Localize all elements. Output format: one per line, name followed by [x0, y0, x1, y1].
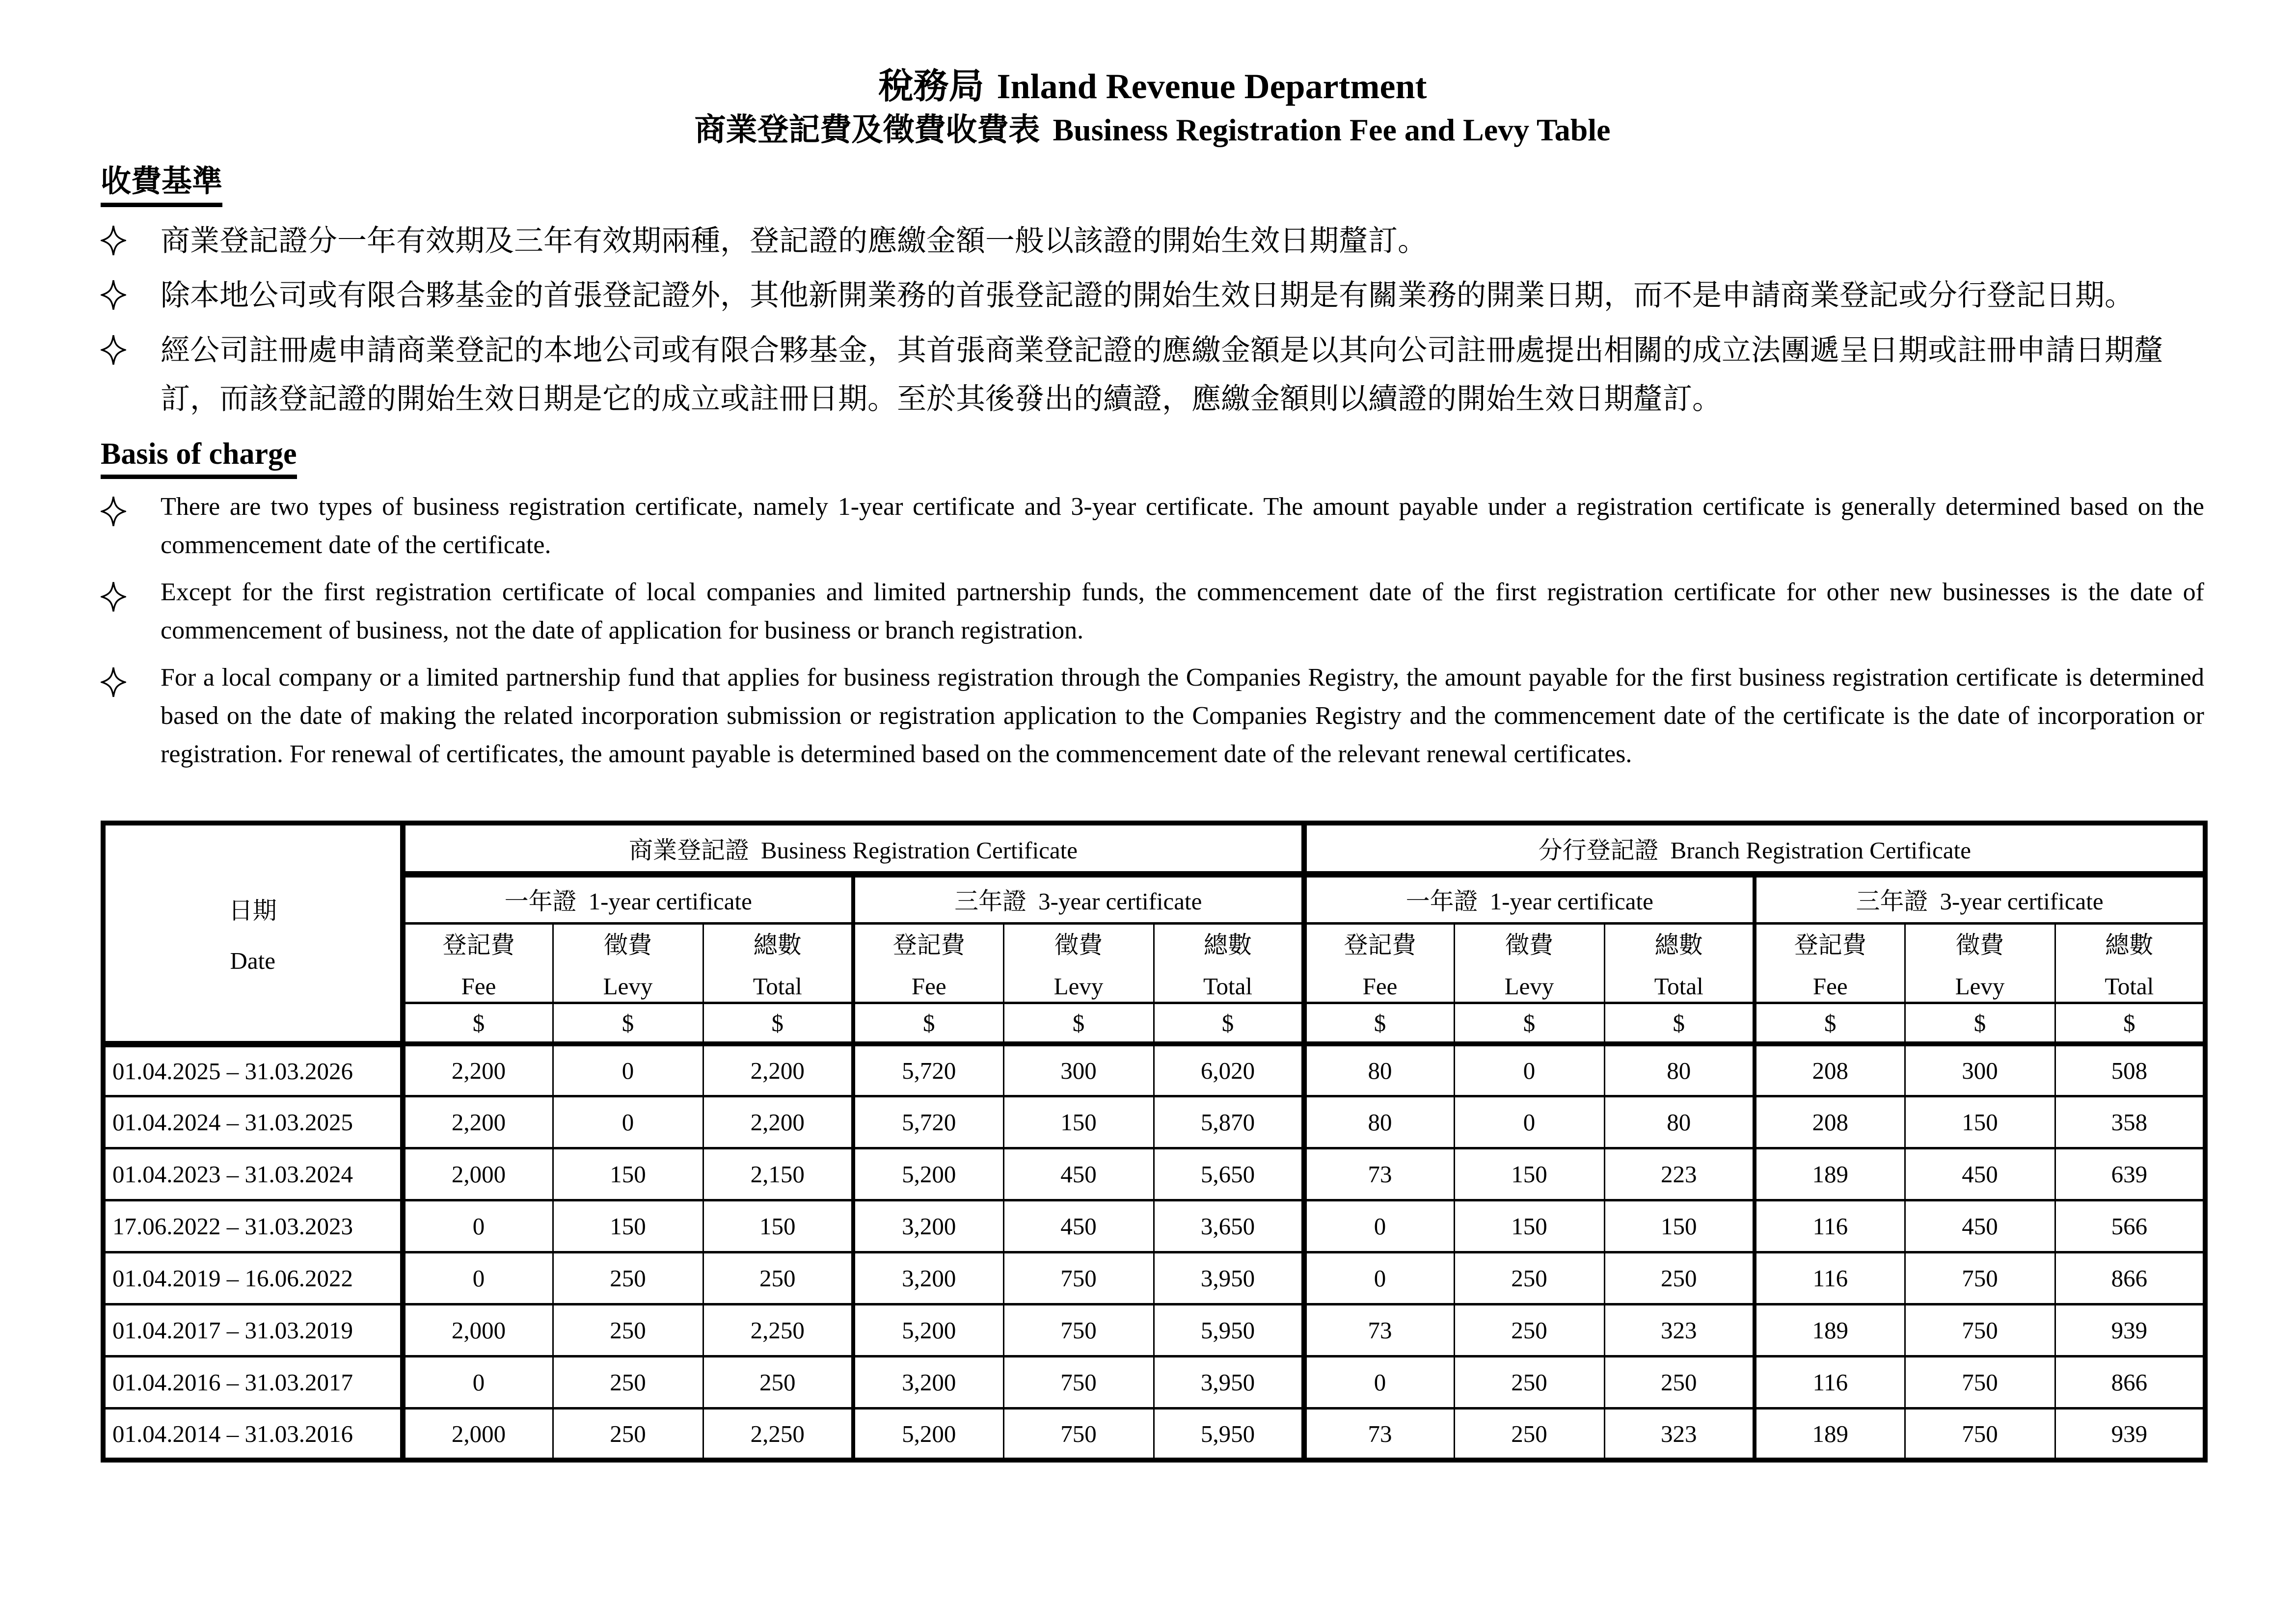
total-value-cell: 3,650 [1154, 1200, 1304, 1252]
date-cell: 01.04.2024 – 31.03.2025 [103, 1096, 403, 1148]
column-header-levy [1003, 923, 1154, 1003]
fee-value-cell: 73 [1304, 1304, 1454, 1356]
levy-value-cell: 750 [1905, 1356, 2055, 1408]
currency-symbol: $ [2055, 1003, 2205, 1044]
fee-value-cell: 2,000 [403, 1408, 553, 1460]
fee-value-cell: 116 [1755, 1356, 1905, 1408]
fee-table-row [103, 1252, 2205, 1304]
colhead-zh: 登記費 [1344, 931, 1416, 958]
date-cell: 01.04.2025 – 31.03.2026 [103, 1044, 403, 1096]
bullet-text: 除本地公司或有限合夥基金的首張登記證外，其他新開業務的首張登記證的開始生效日期是有關業務的開業日期，而不是申請商業登記或分行登記日期。 [161, 279, 2134, 312]
subgroup-header-row [103, 874, 2205, 923]
currency-symbol: $ [703, 1003, 853, 1044]
list-item [101, 659, 2204, 773]
fee-table-row [103, 1148, 2205, 1200]
levy-value-cell: 250 [553, 1356, 703, 1408]
levy-value-cell: 750 [1003, 1356, 1154, 1408]
four-pointed-star-bullet-icon [101, 659, 161, 698]
page-title [101, 66, 2204, 107]
column-header-levy [1905, 923, 2055, 1003]
colhead-en: Total [2105, 972, 2154, 1000]
date-header-zh: 日期 [228, 897, 277, 925]
fee-value-cell: 2,000 [403, 1304, 553, 1356]
four-pointed-star-bullet-icon [101, 271, 161, 311]
levy-value-cell: 250 [1454, 1408, 1604, 1460]
levy-value-cell: 750 [1905, 1408, 2055, 1460]
levy-value-cell: 250 [1454, 1252, 1604, 1304]
fee-value-cell: 0 [403, 1200, 553, 1252]
group-label-zh: 商業登記證 [628, 836, 749, 864]
subgroup-header-3year [1755, 874, 2205, 923]
colhead-zh: 總數 [753, 931, 802, 958]
fee-value-cell: 116 [1755, 1200, 1905, 1252]
fee-table-row [103, 1044, 2205, 1096]
total-value-cell: 323 [1604, 1408, 1755, 1460]
levy-value-cell: 150 [1454, 1148, 1604, 1200]
total-value-cell: 2,250 [703, 1408, 853, 1460]
colhead-zh: 登記費 [892, 931, 965, 958]
levy-value-cell: 300 [1003, 1044, 1154, 1096]
total-value-cell: 80 [1604, 1096, 1755, 1148]
currency-symbol: $ [853, 1003, 1003, 1044]
fee-table-row [103, 1096, 2205, 1148]
colhead-en: Levy [1053, 972, 1104, 1000]
title-block [101, 66, 2204, 148]
total-value-cell: 250 [703, 1252, 853, 1304]
levy-value-cell: 250 [1454, 1356, 1604, 1408]
levy-value-cell: 750 [1003, 1252, 1154, 1304]
bullet-list-zh [101, 217, 2204, 424]
total-value-cell: 250 [1604, 1356, 1755, 1408]
colhead-en: Levy [603, 972, 653, 1000]
fee-table-row [103, 1356, 2205, 1408]
total-value-cell: 5,650 [1154, 1148, 1304, 1200]
total-value-cell: 358 [2055, 1096, 2205, 1148]
total-value-cell: 508 [2055, 1044, 2205, 1096]
levy-value-cell: 750 [1003, 1408, 1154, 1460]
fee-value-cell: 5,720 [853, 1044, 1003, 1096]
levy-value-cell: 150 [1003, 1096, 1154, 1148]
fee-value-cell: 189 [1755, 1408, 1905, 1460]
currency-symbol: $ [403, 1003, 553, 1044]
fee-value-cell: 2,000 [403, 1148, 553, 1200]
fee-value-cell: 5,200 [853, 1304, 1003, 1356]
column-header-row [103, 923, 2205, 1003]
four-pointed-star-bullet-icon [101, 488, 161, 527]
subgroup-header-3year [853, 874, 1304, 923]
fee-levy-table [101, 821, 2208, 1463]
currency-symbol: $ [553, 1003, 703, 1044]
fee-value-cell: 5,720 [853, 1096, 1003, 1148]
column-header-levy [553, 923, 703, 1003]
page-title-en: Inland Revenue Department [997, 67, 1427, 106]
levy-value-cell: 0 [1454, 1096, 1604, 1148]
fee-value-cell: 116 [1755, 1252, 1905, 1304]
colhead-zh: 徵費 [1505, 931, 1554, 958]
bullet-text: Except for the first registration certificate of local companies and limited partnership funds, the commencement date of the first registration certificate for other new businesses is the date of commencement of business, not the date of application for business or branch registration. [161, 578, 2204, 645]
fee-value-cell: 208 [1755, 1096, 1905, 1148]
total-value-cell: 2,150 [703, 1148, 853, 1200]
date-cell: 01.04.2019 – 16.06.2022 [103, 1252, 403, 1304]
total-value-cell: 6,020 [1154, 1044, 1304, 1096]
page-title-zh: 稅務局 [878, 67, 984, 106]
colhead-zh: 總數 [1204, 931, 1252, 958]
colhead-en: Fee [461, 972, 496, 1000]
subgroup-label-en: 3-year certificate [1038, 888, 1202, 915]
subgroup-label-zh: 一年證 [504, 888, 577, 915]
section-basis-zh [101, 164, 2204, 424]
subgroup-label-en: 1-year certificate [588, 888, 752, 915]
currency-symbol: $ [1003, 1003, 1154, 1044]
bullet-list-en [101, 488, 2204, 773]
bullet-text: There are two types of business registration certificate, namely 1-year certificate and 3-year certificate. The amount payable under a registration certificate is generally determined based on the commencement date of the certificate. [161, 493, 2204, 559]
fee-table-row [103, 1200, 2205, 1252]
total-value-cell: 939 [2055, 1408, 2205, 1460]
fee-value-cell: 73 [1304, 1408, 1454, 1460]
colhead-zh: 徵費 [1054, 931, 1103, 958]
list-item [101, 326, 2204, 424]
fee-value-cell: 208 [1755, 1044, 1905, 1096]
total-value-cell: 223 [1604, 1148, 1755, 1200]
fee-value-cell: 3,200 [853, 1252, 1003, 1304]
fee-value-cell: 189 [1755, 1148, 1905, 1200]
levy-value-cell: 450 [1003, 1148, 1154, 1200]
total-value-cell: 566 [2055, 1200, 2205, 1252]
group-label-en: Business Registration Certificate [761, 836, 1078, 864]
fee-value-cell: 3,200 [853, 1200, 1003, 1252]
group-label-en: Branch Registration Certificate [1670, 836, 1971, 864]
total-value-cell: 250 [1604, 1252, 1755, 1304]
subgroup-header-1year [403, 874, 853, 923]
page-subtitle-en: Business Registration Fee and Levy Table [1053, 112, 1611, 147]
total-value-cell: 3,950 [1154, 1252, 1304, 1304]
column-header-total [703, 923, 853, 1003]
fee-value-cell: 0 [1304, 1252, 1454, 1304]
colhead-zh: 徵費 [1956, 931, 2004, 958]
subgroup-label-en: 3-year certificate [1940, 888, 2104, 915]
levy-value-cell: 450 [1905, 1200, 2055, 1252]
date-cell: 01.04.2016 – 31.03.2017 [103, 1356, 403, 1408]
colhead-zh: 登記費 [1794, 931, 1866, 958]
levy-value-cell: 150 [1905, 1096, 2055, 1148]
bullet-text: 商業登記證分一年有效期及三年有效期兩種，登記證的應繳金額一般以該證的開始生效日期釐訂。 [161, 224, 1427, 257]
group-header-branch-registration [1304, 823, 2205, 874]
subgroup-label-zh: 三年證 [1856, 888, 1928, 915]
date-cell: 01.04.2017 – 31.03.2019 [103, 1304, 403, 1356]
levy-value-cell: 750 [1905, 1252, 2055, 1304]
column-header-fee [853, 923, 1003, 1003]
total-value-cell: 5,950 [1154, 1408, 1304, 1460]
levy-value-cell: 0 [553, 1044, 703, 1096]
colhead-en: Levy [1504, 972, 1554, 1000]
bullet-text: For a local company or a limited partnership fund that applies for business registration through the Companies Registry, the amount payable for the first business registration certificate is determined based on the date of making the related incorporation submission or registration application to the Companies Registry and the commencement date of the certificate is the date of incorporation or registration. For renewal of certificates, the amount payable is determined based on the commencement date of the relevant renewal certificates. [161, 664, 2204, 769]
list-item [101, 217, 2204, 266]
column-header-levy [1454, 923, 1604, 1003]
currency-symbol: $ [1454, 1003, 1604, 1044]
levy-value-cell: 250 [553, 1252, 703, 1304]
colhead-en: Levy [1955, 972, 2005, 1000]
total-value-cell: 80 [1604, 1044, 1755, 1096]
levy-value-cell: 450 [1905, 1148, 2055, 1200]
column-header-fee [403, 923, 553, 1003]
levy-value-cell: 450 [1003, 1200, 1154, 1252]
fee-value-cell: 73 [1304, 1148, 1454, 1200]
total-value-cell: 323 [1604, 1304, 1755, 1356]
total-value-cell: 2,250 [703, 1304, 853, 1356]
list-item [101, 271, 2204, 320]
section-basis-en [101, 437, 2204, 773]
currency-symbol: $ [1154, 1003, 1304, 1044]
total-value-cell: 866 [2055, 1356, 2205, 1408]
date-header-en: Date [230, 947, 275, 975]
total-value-cell: 3,950 [1154, 1356, 1304, 1408]
levy-value-cell: 750 [1003, 1304, 1154, 1356]
subgroup-label-en: 1-year certificate [1489, 888, 1653, 915]
colhead-en: Fee [911, 972, 946, 1000]
fee-value-cell: 189 [1755, 1304, 1905, 1356]
total-value-cell: 939 [2055, 1304, 2205, 1356]
date-cell: 17.06.2022 – 31.03.2023 [103, 1200, 403, 1252]
fee-value-cell: 5,200 [853, 1148, 1003, 1200]
fee-value-cell: 0 [1304, 1200, 1454, 1252]
column-header-total [1604, 923, 1755, 1003]
column-header-fee [1755, 923, 1905, 1003]
total-value-cell: 250 [703, 1356, 853, 1408]
fee-value-cell: 0 [403, 1252, 553, 1304]
bullet-text: 經公司註冊處申請商業登記的本地公司或有限合夥基金，其首張商業登記證的應繳金額是以其向公司註冊處提出相關的成立法團遞呈日期或註冊申請日期釐訂，而該登記證的開始生效日期是它的成立或註冊日期。至於其後發出的續證，應繳金額則以續證的開始生效日期釐訂。 [161, 334, 2163, 416]
subgroup-header-1year [1304, 874, 1755, 923]
fee-value-cell: 0 [1304, 1356, 1454, 1408]
colhead-en: Fee [1362, 972, 1398, 1000]
colhead-zh: 總數 [2105, 931, 2154, 958]
fee-value-cell: 0 [403, 1356, 553, 1408]
currency-symbol: $ [1755, 1003, 1905, 1044]
section-heading-zh: 收費基準 [101, 164, 222, 207]
total-value-cell: 5,950 [1154, 1304, 1304, 1356]
total-value-cell: 5,870 [1154, 1096, 1304, 1148]
fee-table-row [103, 1304, 2205, 1356]
subgroup-label-zh: 三年證 [954, 888, 1027, 915]
currency-row [103, 1003, 2205, 1044]
four-pointed-star-bullet-icon [101, 573, 161, 612]
colhead-en: Total [1203, 972, 1253, 1000]
levy-value-cell: 150 [553, 1148, 703, 1200]
total-value-cell: 2,200 [703, 1096, 853, 1148]
date-column-header [103, 823, 403, 1044]
colhead-zh: 總數 [1654, 931, 1703, 958]
fee-value-cell: 80 [1304, 1044, 1454, 1096]
fee-table-row [103, 1408, 2205, 1460]
total-value-cell: 639 [2055, 1148, 2205, 1200]
levy-value-cell: 0 [553, 1096, 703, 1148]
total-value-cell: 2,200 [703, 1044, 853, 1096]
date-cell: 01.04.2014 – 31.03.2016 [103, 1408, 403, 1460]
column-header-fee [1304, 923, 1454, 1003]
levy-value-cell: 250 [553, 1304, 703, 1356]
levy-value-cell: 300 [1905, 1044, 2055, 1096]
four-pointed-star-bullet-icon [101, 217, 161, 256]
section-heading-en: Basis of charge [101, 437, 297, 479]
group-label-zh: 分行登記證 [1538, 836, 1659, 864]
column-header-total [2055, 923, 2205, 1003]
levy-value-cell: 0 [1454, 1044, 1604, 1096]
total-value-cell: 150 [703, 1200, 853, 1252]
date-cell: 01.04.2023 – 31.03.2024 [103, 1148, 403, 1200]
colhead-zh: 登記費 [442, 931, 515, 958]
levy-value-cell: 250 [1454, 1304, 1604, 1356]
group-header-business-registration [403, 823, 1304, 874]
fee-value-cell: 5,200 [853, 1408, 1003, 1460]
colhead-en: Total [1654, 972, 1703, 1000]
list-item [101, 488, 2204, 564]
colhead-en: Fee [1812, 972, 1848, 1000]
page-subtitle-zh: 商業登記費及徵費收費表 [694, 112, 1040, 147]
fee-value-cell: 2,200 [403, 1044, 553, 1096]
levy-value-cell: 250 [553, 1408, 703, 1460]
page-subtitle [101, 112, 2204, 148]
subgroup-label-zh: 一年證 [1405, 888, 1478, 915]
colhead-zh: 徵費 [603, 931, 652, 958]
fee-value-cell: 80 [1304, 1096, 1454, 1148]
fee-value-cell: 3,200 [853, 1356, 1003, 1408]
currency-symbol: $ [1604, 1003, 1755, 1044]
currency-symbol: $ [1905, 1003, 2055, 1044]
fee-table-body [103, 1044, 2205, 1460]
column-header-total [1154, 923, 1304, 1003]
group-header-row [103, 823, 2205, 874]
list-item [101, 573, 2204, 650]
levy-value-cell: 750 [1905, 1304, 2055, 1356]
currency-symbol: $ [1304, 1003, 1454, 1044]
fee-value-cell: 2,200 [403, 1096, 553, 1148]
total-value-cell: 866 [2055, 1252, 2205, 1304]
colhead-en: Total [753, 972, 802, 1000]
levy-value-cell: 150 [1454, 1200, 1604, 1252]
total-value-cell: 150 [1604, 1200, 1755, 1252]
four-pointed-star-bullet-icon [101, 326, 161, 366]
levy-value-cell: 150 [553, 1200, 703, 1252]
